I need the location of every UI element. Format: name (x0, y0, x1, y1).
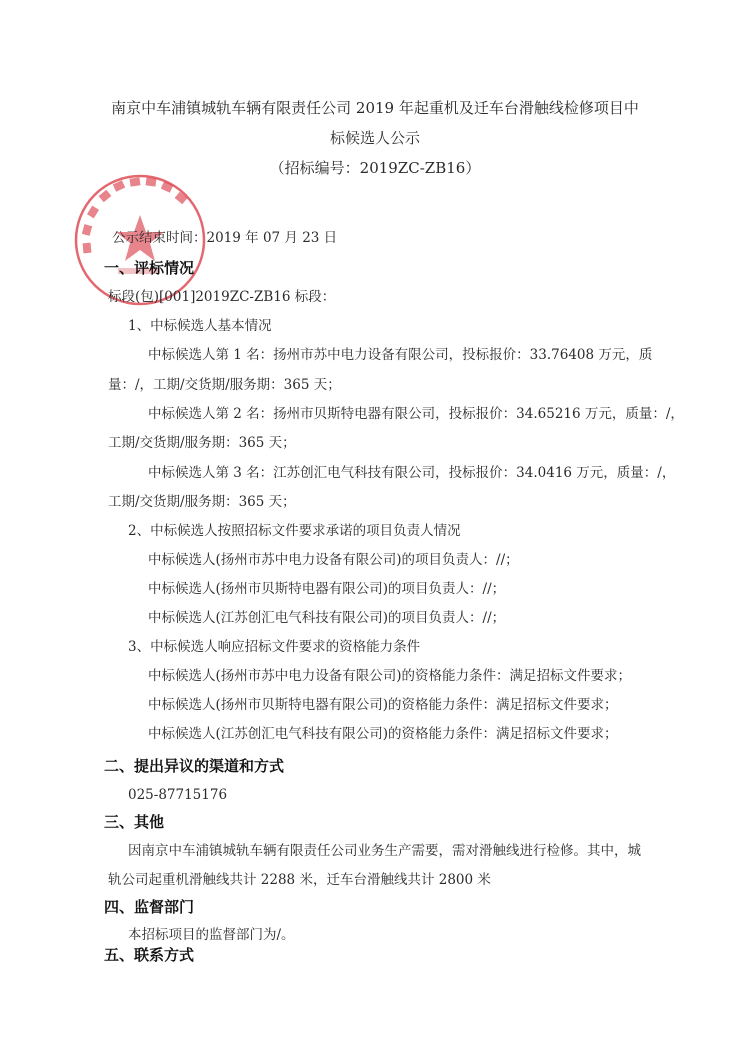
subsection-3-heading: 3、中标候选人响应招标文件要求的资格能力条件 (128, 639, 421, 655)
candidate-1-line-1: 中标候选人第 1 名：扬州市苏中电力设备有限公司，投标报价：33.76408 万元，质 (148, 347, 653, 363)
publicity-end-time: 公示结束时间：2019 年 07 月 23 日 (112, 230, 338, 246)
qualification-row-2: 中标候选人(扬州市贝斯特电器有限公司)的资格能力条件：满足招标文件要求； (148, 697, 618, 713)
supervision-line: 本招标项目的监督部门为/。 (128, 927, 295, 943)
document-title-line-2: 标候选人公示 (329, 129, 420, 147)
qualification-row-1: 中标候选人(扬州市苏中电力设备有限公司)的资格能力条件：满足招标文件要求； (148, 668, 632, 684)
objection-phone: 025-87715176 (128, 787, 228, 803)
section-5-heading: 五、联系方式 (104, 946, 195, 964)
section-3-heading: 三、其他 (104, 813, 165, 831)
subsection-1-heading: 1、中标候选人基本情况 (128, 318, 272, 334)
other-line-2: 轨公司起重机滑触线共计 2288 米，迁车台滑触线共计 2800 米 (108, 872, 491, 888)
document-title-line-1: 南京中车浦镇城轨车辆有限责任公司 2019 年起重机及迁车台滑触线检修项目中 (111, 99, 639, 117)
candidate-3-line-1: 中标候选人第 3 名：江苏创汇电气科技有限公司，投标报价：34.0416 万元，质量：/， (148, 465, 676, 481)
section-4-heading: 四、监督部门 (104, 898, 195, 916)
qualification-row-3: 中标候选人(江苏创汇电气科技有限公司)的资格能力条件：满足招标文件要求； (148, 726, 618, 742)
project-lead-row-3: 中标候选人(江苏创汇电气科技有限公司)的项目负责人：//； (148, 610, 506, 626)
project-lead-row-1: 中标候选人(扬州市苏中电力设备有限公司)的项目负责人：//； (148, 552, 519, 568)
subsection-2-heading: 2、中标候选人按照招标文件要求承诺的项目负责人情况 (128, 523, 461, 539)
candidate-3-line-2: 工期/交货期/服务期：365 天； (108, 494, 296, 510)
package-label: 标段(包)[001]2019ZC-ZB16 标段： (108, 289, 336, 305)
section-1-heading: 一、评标情况 (104, 259, 195, 277)
candidate-2-line-1: 中标候选人第 2 名：扬州市贝斯特电器有限公司，投标报价：34.65216 万元，质量：/， (148, 406, 684, 422)
other-line-1: 因南京中车浦镇城轨车辆有限责任公司业务生产需要，需对滑触线进行检修。其中，城 (128, 843, 641, 859)
project-lead-row-2: 中标候选人(扬州市贝斯特电器有限公司)的项目负责人：//； (148, 581, 506, 597)
section-2-heading: 二、提出异议的渠道和方式 (104, 757, 285, 775)
tender-number: （招标编号：2019ZC-ZB16） (269, 159, 481, 177)
candidate-1-line-2: 量：/，工期/交货期/服务期：365 天； (108, 377, 341, 393)
candidate-2-line-2: 工期/交货期/服务期：365 天； (108, 435, 296, 451)
